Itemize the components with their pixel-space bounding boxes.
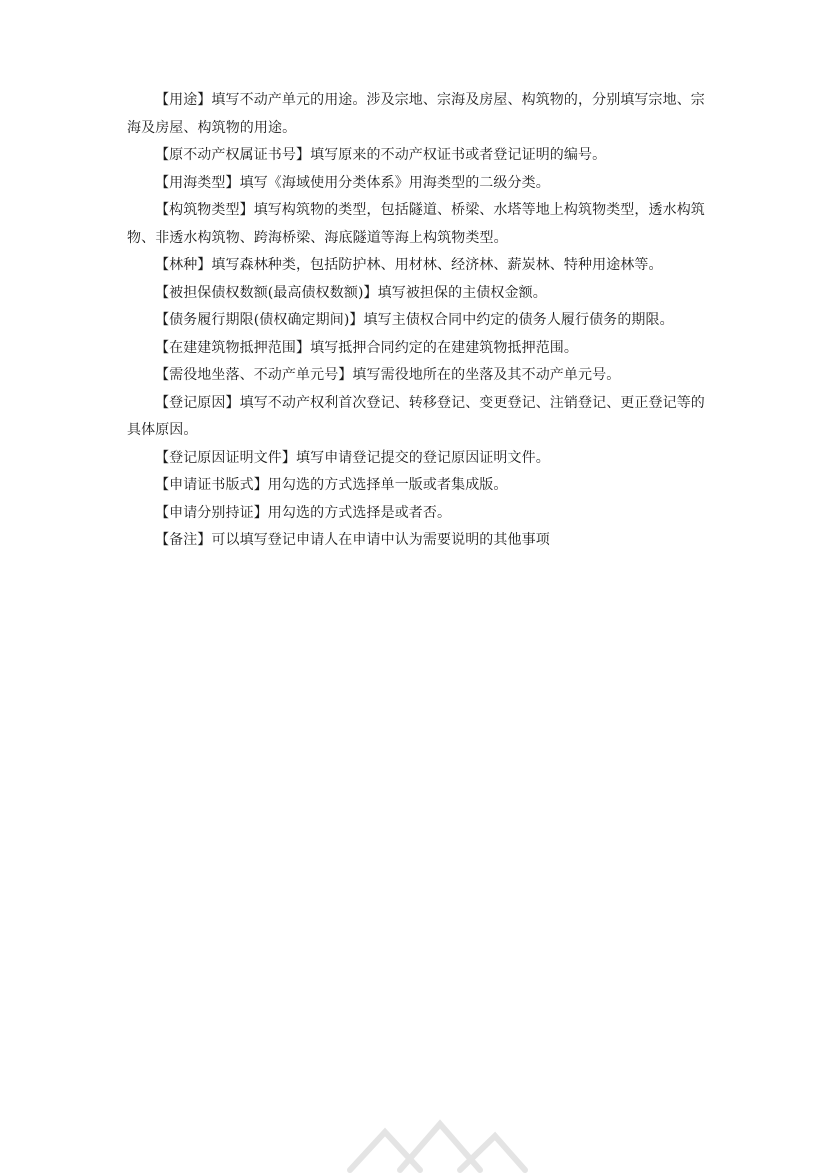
paragraph-debt-performance-period: 【债务履行期限(债权确定期间)】填写主债权合同中约定的债务人履行债务的期限。 [155, 312, 674, 328]
watermark-graphic [330, 1110, 530, 1174]
paragraph-sea-use-type: 【用海类型】填写《海域使用分类体系》用海类型的二级分类。 [155, 174, 550, 191]
paragraph-construction-mortgage-scope: 【在建建筑物抵押范围】填写抵押合同约定的在建建筑物抵押范围。 [155, 339, 578, 356]
paragraph-structure-type: 【构筑物类型】填写构筑物的类型，包括隧道、桥梁、水塔等地上构筑物类型，透水构筑物、非透水构筑物、跨海桥梁、海底隧道等海上构筑物类型。 [127, 202, 705, 246]
paragraph-forest-type: 【林种】填写森林种类，包括防护林、用材林、经济林、薪炭林、特种用途林等。 [155, 257, 663, 273]
document-body [127, 87, 707, 555]
paragraph-original-certificate-number: 【原不动产权属证书号】填写原来的不动产权证书或者登记证明的编号。 [155, 147, 607, 163]
paragraph-remarks: 【备注】可以填写登记申请人在申请中认为需要说明的其他事项 [155, 532, 550, 548]
paragraph-dominant-land-location: 【需役地坐落、不动产单元号】填写需役地所在的坐落及其不动产单元号。 [155, 367, 621, 383]
paragraph-registration-reason: 【登记原因】填写不动产权利首次登记、转移登记、变更登记、注销登记、更正登记等的具体原因。 [127, 394, 705, 438]
paragraph-usage: 【用途】填写不动产单元的用途。涉及宗地、宗海及房屋、构筑物的，分别填写宗地、宗海及房屋、构筑物的用途。 [127, 92, 705, 136]
paragraph-certificate-format: 【申请证书版式】用勾选的方式选择单一版或者集成版。 [155, 477, 508, 493]
paragraph-separate-certificates: 【申请分别持证】用勾选的方式选择是或者否。 [155, 504, 452, 521]
paragraph-registration-reason-documents: 【登记原因证明文件】填写申请登记提交的登记原因证明文件。 [155, 449, 550, 466]
paragraph-secured-claim-amount: 【被担保债权数额(最高债权数额)】填写被担保的主债权金额。 [155, 284, 547, 301]
